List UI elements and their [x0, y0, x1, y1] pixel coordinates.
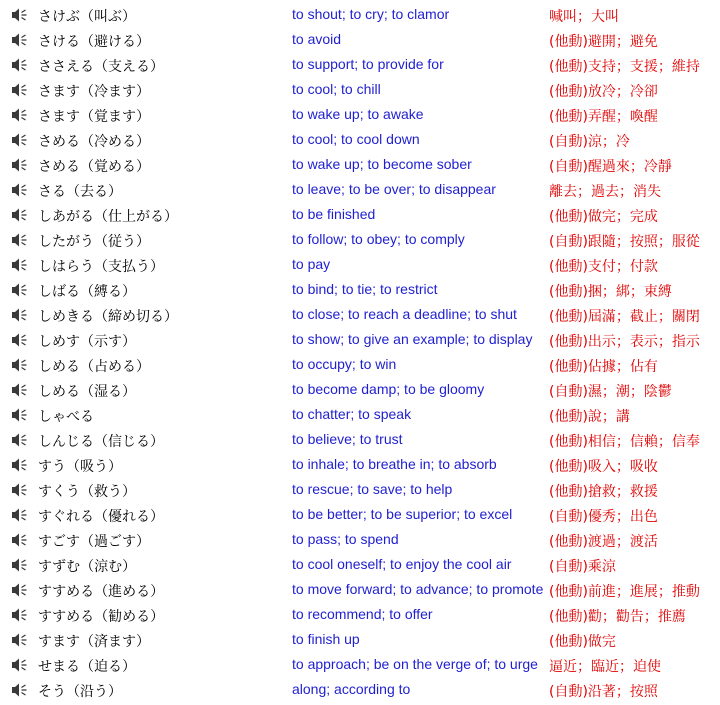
vocab-row	[0, 227, 720, 252]
speaker-icon[interactable]	[10, 507, 30, 523]
chinese-meaning: (自動)沿著；按照	[549, 684, 658, 700]
vocab-row	[0, 427, 720, 452]
japanese-word: しあがる（仕上がる）	[38, 209, 178, 225]
english-meaning: to move forward; to advance; to promote	[292, 581, 544, 597]
speaker-icon[interactable]	[10, 307, 30, 323]
japanese-word: したがう（従う）	[38, 234, 150, 250]
vocab-row	[0, 527, 720, 552]
chinese-meaning: (他動)做完	[549, 634, 616, 650]
english-meaning: to be better; to be superior; to excel	[292, 506, 513, 522]
vocab-row	[0, 127, 720, 152]
japanese-word: さます（覚ます）	[38, 109, 150, 125]
speaker-icon[interactable]	[10, 457, 30, 473]
speaker-icon[interactable]	[10, 57, 30, 73]
chinese-meaning: (他動)吸入；吸收	[549, 459, 658, 475]
english-meaning: to rescue; to save; to help	[292, 481, 453, 497]
japanese-word: しゃべる	[38, 409, 94, 425]
chinese-meaning: (自動)乘涼	[549, 559, 616, 575]
vocab-row	[0, 377, 720, 402]
vocab-row	[0, 2, 720, 27]
chinese-meaning: (他動)放冷；冷卻	[549, 84, 658, 100]
japanese-word: さめる（覚める）	[38, 159, 150, 175]
chinese-meaning: (他動)佔據；佔有	[549, 359, 658, 375]
japanese-word: しめる（占める）	[38, 359, 150, 375]
english-meaning: to believe; to trust	[292, 431, 403, 447]
chinese-meaning: (自動)濕；潮；陰鬱	[549, 384, 672, 400]
chinese-meaning: (他動)支持；支援；維持	[549, 59, 700, 75]
japanese-word: さめる（冷める）	[38, 134, 150, 150]
vocab-row	[0, 27, 720, 52]
vocab-row	[0, 502, 720, 527]
japanese-word: すすめる（進める）	[38, 584, 165, 600]
japanese-word: しんじる（信じる）	[38, 434, 164, 450]
chinese-meaning: (他動)支付；付款	[549, 259, 658, 275]
speaker-icon[interactable]	[10, 282, 30, 298]
vocab-row	[0, 252, 720, 277]
japanese-word: そう（沿う）	[38, 684, 122, 700]
speaker-icon[interactable]	[10, 632, 30, 648]
vocab-row	[0, 577, 720, 602]
chinese-meaning: (自動)涼；冷	[549, 134, 630, 150]
vocab-row	[0, 152, 720, 177]
speaker-icon[interactable]	[10, 357, 30, 373]
japanese-word: ささえる（支える）	[38, 59, 164, 75]
speaker-icon[interactable]	[10, 607, 30, 623]
speaker-icon[interactable]	[10, 157, 30, 173]
vocab-row	[0, 677, 720, 702]
chinese-meaning: (他動)捆；綁；束縛	[549, 284, 672, 300]
vocab-row	[0, 477, 720, 502]
japanese-word: さる（去る）	[38, 184, 122, 200]
speaker-icon[interactable]	[10, 82, 30, 98]
speaker-icon[interactable]	[10, 557, 30, 573]
speaker-icon[interactable]	[10, 232, 30, 248]
speaker-icon[interactable]	[10, 32, 30, 48]
english-meaning: to avoid	[292, 31, 342, 47]
english-meaning: to bind; to tie; to restrict	[292, 281, 438, 297]
speaker-icon[interactable]	[10, 382, 30, 398]
chinese-meaning: (他動)屆滿；截止；關閉	[549, 309, 700, 325]
english-meaning: to chatter; to speak	[292, 406, 412, 422]
japanese-word: しめる（湿る）	[38, 384, 136, 400]
english-meaning: to cool; to cool down	[292, 131, 420, 147]
english-meaning: to wake up; to awake	[292, 106, 424, 122]
japanese-word: しめきる（締め切る）	[38, 309, 178, 325]
japanese-word: すすめる（勧める）	[38, 609, 165, 625]
vocab-row	[0, 102, 720, 127]
speaker-icon[interactable]	[10, 682, 30, 698]
english-meaning: along; according to	[292, 681, 411, 697]
english-meaning: to shout; to cry; to clamor	[292, 6, 450, 22]
chinese-meaning: 逼近；臨近；迫使	[549, 659, 661, 675]
japanese-word: しはらう（支払う）	[38, 259, 164, 275]
japanese-word: すます（済ます）	[38, 634, 150, 650]
speaker-icon[interactable]	[10, 532, 30, 548]
english-meaning: to cool; to chill	[292, 81, 381, 97]
speaker-icon[interactable]	[10, 257, 30, 273]
japanese-word: すくう（救う）	[38, 484, 136, 500]
vocab-row	[0, 452, 720, 477]
vocab-row	[0, 202, 720, 227]
chinese-meaning: (他動)前進；進展；推動	[549, 584, 700, 600]
english-meaning: to occupy; to win	[292, 356, 397, 372]
english-meaning: to show; to give an example; to display	[292, 331, 533, 347]
speaker-icon[interactable]	[10, 657, 30, 673]
vocab-row	[0, 627, 720, 652]
chinese-meaning: 離去；過去；消失	[549, 184, 661, 200]
vocab-row	[0, 602, 720, 627]
chinese-meaning: (他動)說；講	[549, 409, 630, 425]
english-meaning: to support; to provide for	[292, 56, 444, 72]
chinese-meaning: (他動)相信；信賴；信奉	[549, 434, 700, 450]
speaker-icon[interactable]	[10, 482, 30, 498]
japanese-word: さけぶ（叫ぶ）	[38, 9, 136, 25]
speaker-icon[interactable]	[10, 182, 30, 198]
chinese-meaning: (他動)弄醒；喚醒	[549, 109, 658, 125]
english-meaning: to follow; to obey; to comply	[292, 231, 465, 247]
chinese-meaning: (自動)優秀；出色	[549, 509, 658, 525]
japanese-word: せまる（迫る）	[38, 659, 136, 675]
speaker-icon[interactable]	[10, 407, 30, 423]
vocab-row	[0, 52, 720, 77]
chinese-meaning: (自動)跟隨；按照；服從	[549, 234, 700, 250]
chinese-meaning: 喊叫；大叫	[549, 9, 619, 25]
english-meaning: to pass; to spend	[292, 531, 399, 547]
speaker-icon[interactable]	[10, 132, 30, 148]
chinese-meaning: (他動)渡過；渡活	[549, 534, 658, 550]
chinese-meaning: (自動)醒過來；冷靜	[549, 159, 672, 175]
speaker-icon[interactable]	[10, 582, 30, 598]
vocab-row	[0, 402, 720, 427]
english-meaning: to recommend; to offer	[292, 606, 433, 622]
english-meaning: to become damp; to be gloomy	[292, 381, 485, 397]
speaker-icon[interactable]	[10, 207, 30, 223]
japanese-word: すう（吸う）	[38, 459, 122, 475]
chinese-meaning: (他動)搶救；救援	[549, 484, 658, 500]
english-meaning: to approach; be on the verge of; to urge	[292, 656, 538, 672]
speaker-icon[interactable]	[10, 107, 30, 123]
japanese-word: さます（冷ます）	[38, 84, 150, 100]
vocab-row	[0, 652, 720, 677]
chinese-meaning: (他動)做完；完成	[549, 209, 658, 225]
english-meaning: to close; to reach a deadline; to shut	[292, 306, 517, 322]
vocab-row	[0, 77, 720, 102]
speaker-icon[interactable]	[10, 7, 30, 23]
vocab-row	[0, 327, 720, 352]
english-meaning: to finish up	[292, 631, 360, 647]
chinese-meaning: (他動)勸；勸告；推薦	[549, 609, 686, 625]
speaker-icon[interactable]	[10, 332, 30, 348]
japanese-word: しばる（縛る）	[38, 284, 136, 300]
japanese-word: しめす（示す）	[38, 334, 136, 350]
speaker-icon[interactable]	[10, 432, 30, 448]
english-meaning: to pay	[292, 256, 331, 272]
vocab-row	[0, 552, 720, 577]
english-meaning: to be finished	[292, 206, 376, 222]
japanese-word: すぐれる（優れる）	[38, 509, 164, 525]
chinese-meaning: (他動)避開；避免	[549, 34, 658, 50]
vocab-row	[0, 277, 720, 302]
english-meaning: to inhale; to breathe in; to absorb	[292, 456, 497, 472]
vocab-row	[0, 302, 720, 327]
english-meaning: to cool oneself; to enjoy the cool air	[292, 556, 512, 572]
japanese-word: すずむ（涼む）	[38, 559, 137, 575]
japanese-word: さける（避ける）	[38, 34, 150, 50]
english-meaning: to leave; to be over; to disappear	[292, 181, 496, 197]
vocab-row	[0, 177, 720, 202]
chinese-meaning: (他動)出示；表示；指示	[549, 334, 700, 350]
english-meaning: to wake up; to become sober	[292, 156, 472, 172]
japanese-word: すごす（過ごす）	[38, 534, 150, 550]
vocab-row	[0, 352, 720, 377]
